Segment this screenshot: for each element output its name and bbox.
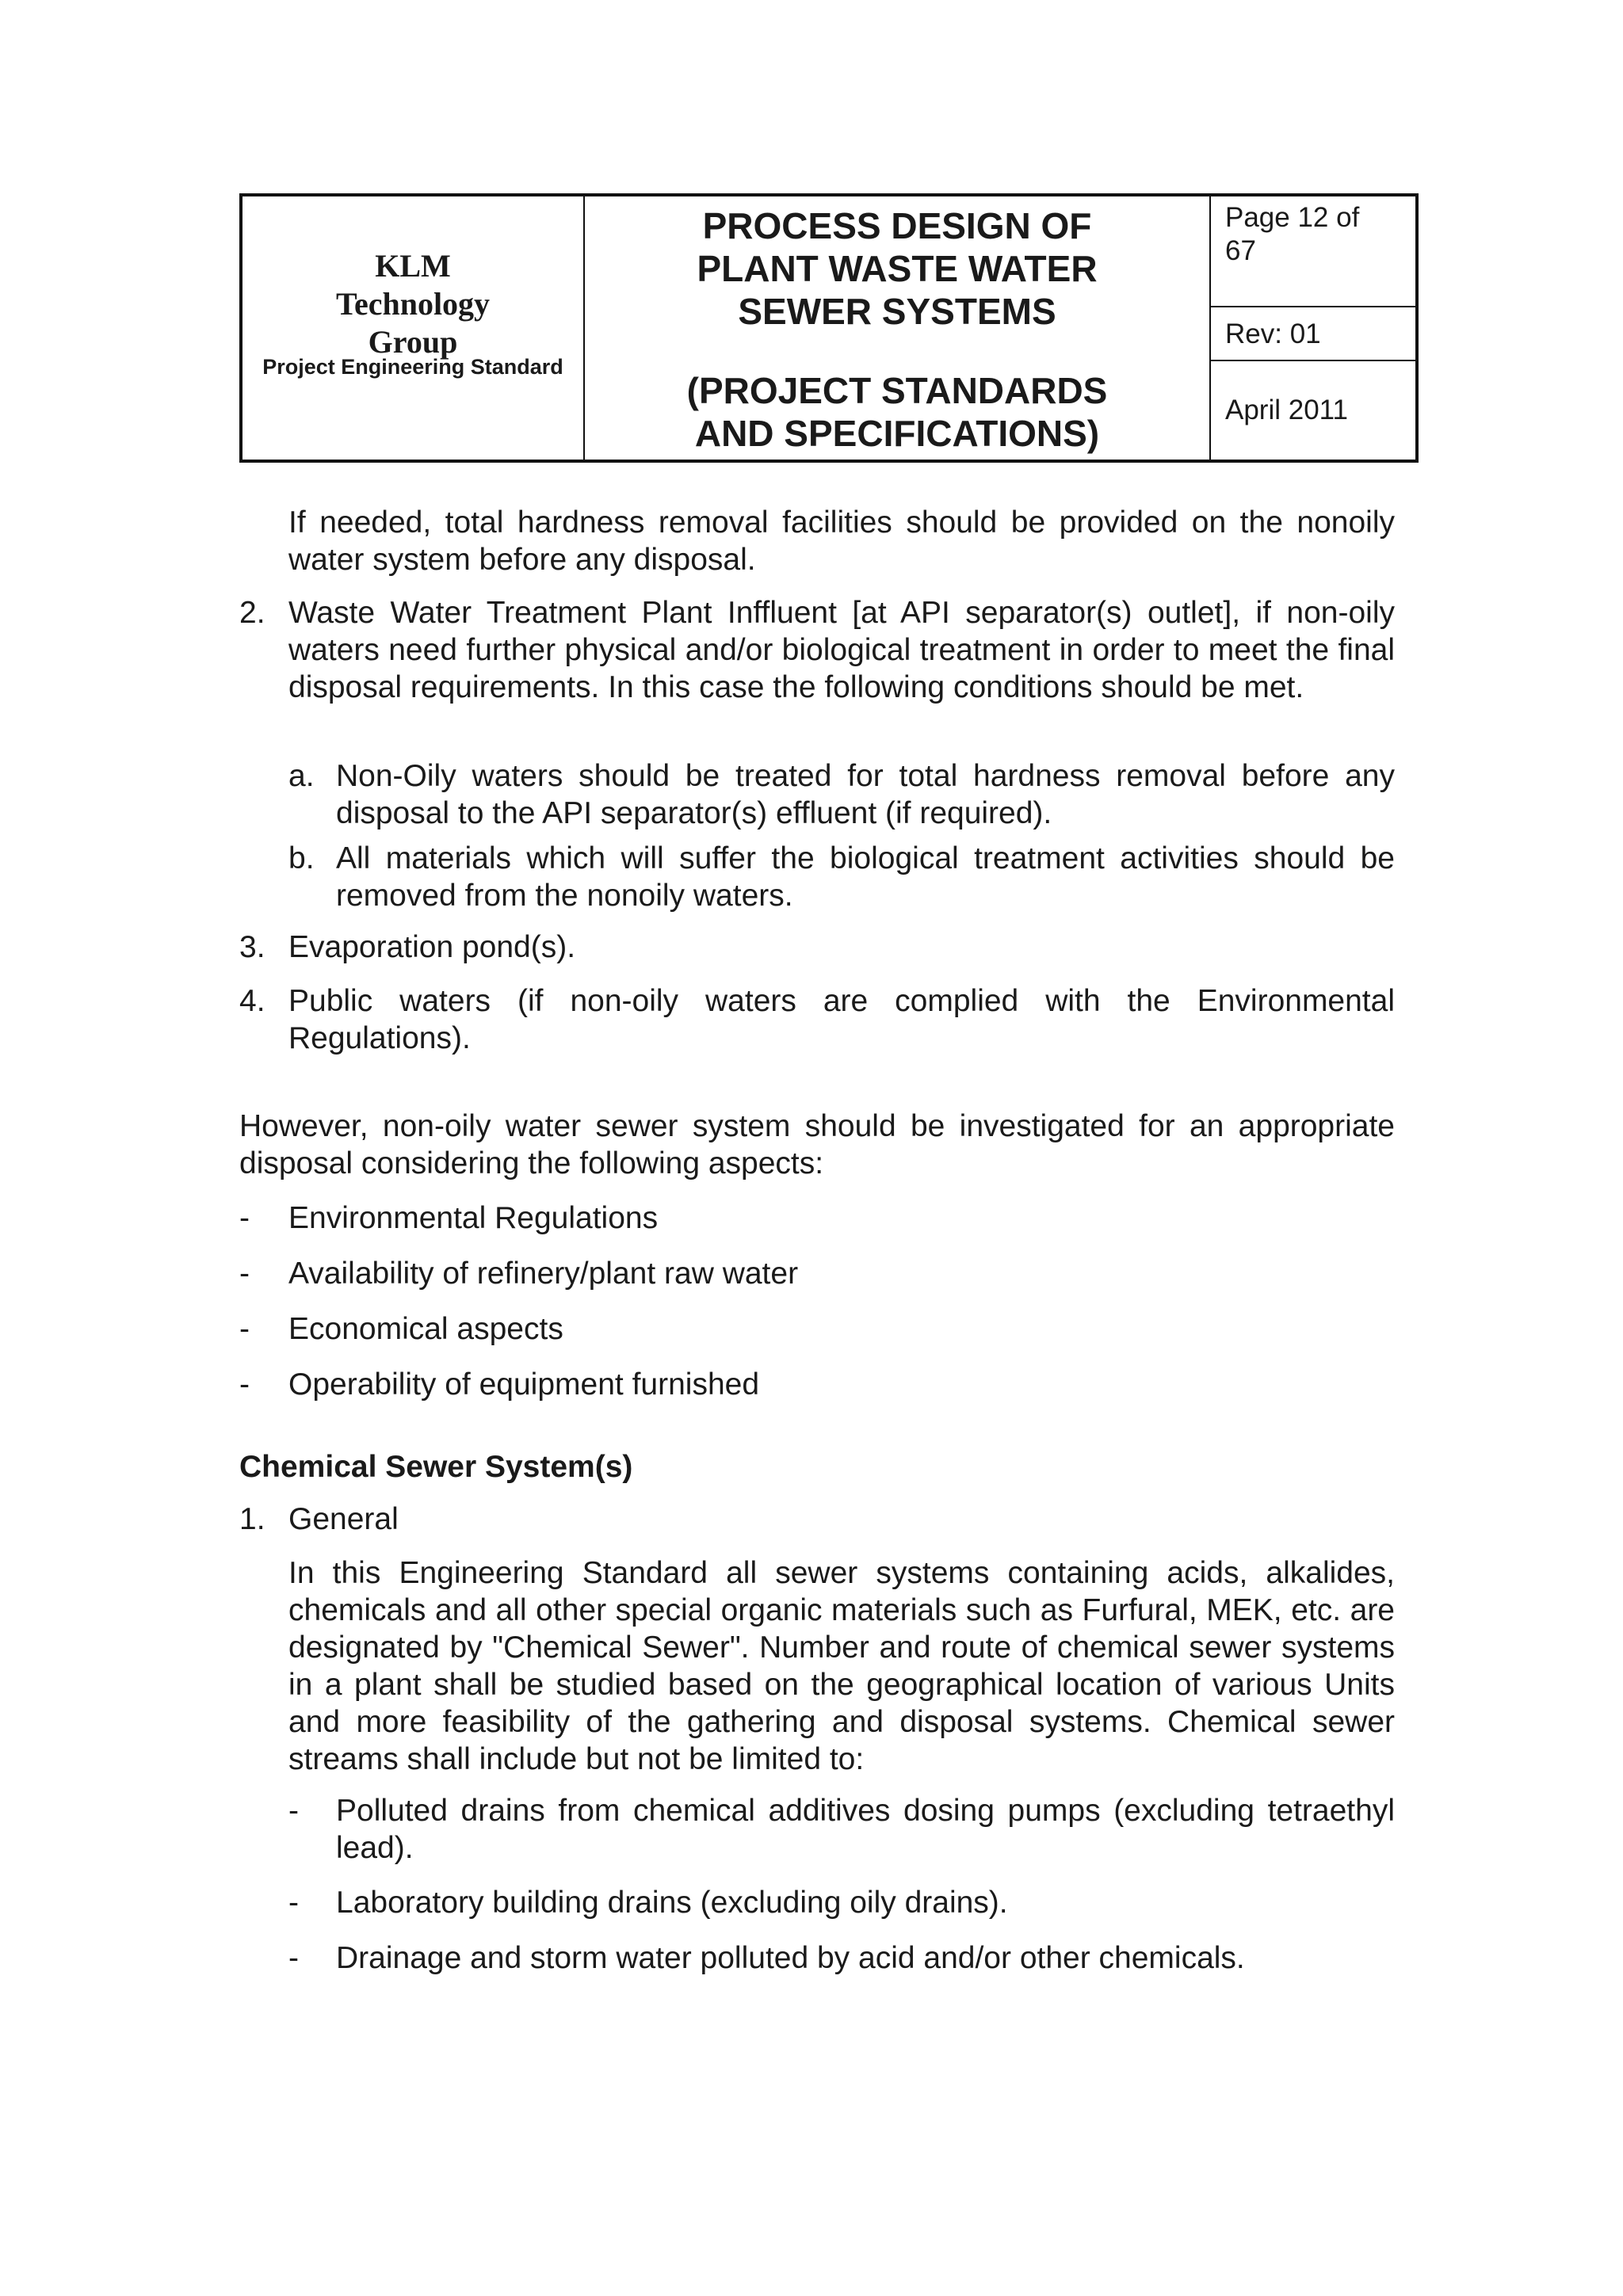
document-header bbox=[239, 193, 1419, 463]
stream-item: Laboratory building drains (excluding oily drains). bbox=[336, 1886, 1008, 1920]
document-title: PROCESS DESIGN OF PLANT WASTE WATER SEWER SYSTEMS bbox=[697, 205, 1098, 332]
sub-list-item: Non-Oily waters should be treated for total hardness removal before any disposal to the API separator(s) effluent (if required). bbox=[336, 759, 1395, 830]
bullet-dash: - bbox=[239, 1367, 250, 1402]
sub-list-letter: b. bbox=[288, 841, 315, 875]
page-number: Page 12 of 67 bbox=[1225, 202, 1360, 266]
stream-item: Polluted drains from chemical additives dosing pumps (excluding tetraethyl lead). bbox=[336, 1794, 1395, 1865]
list-item: Public waters (if non-oily waters are complied with the Environmental Regulations). bbox=[288, 984, 1395, 1055]
section-heading: Chemical Sewer System(s) bbox=[239, 1450, 633, 1484]
stream-item: Drainage and storm water polluted by acid and/or other chemicals. bbox=[336, 1941, 1245, 1975]
title-cell bbox=[585, 196, 1211, 460]
bullet-dash: - bbox=[239, 1201, 250, 1235]
company-name: KLM Technology Group bbox=[335, 248, 491, 360]
bullet-dash: - bbox=[288, 1886, 299, 1920]
list-number: 4. bbox=[239, 984, 265, 1018]
however-paragraph: However, non-oily water sewer system should be investigated for an appropriate disposal considering the following aspects: bbox=[239, 1109, 1395, 1180]
intro-paragraph: If needed, total hardness removal facilities should be provided on the nonoily water system before any disposal. bbox=[288, 505, 1395, 577]
bullet-dash: - bbox=[239, 1257, 250, 1291]
aspect-item: Economical aspects bbox=[288, 1312, 563, 1346]
list-number: 2. bbox=[239, 596, 265, 630]
list-number: 1. bbox=[239, 1502, 265, 1536]
aspect-item: Availability of refinery/plant raw water bbox=[288, 1257, 799, 1291]
bullet-dash: - bbox=[288, 1794, 299, 1828]
aspect-item: Operability of equipment furnished bbox=[288, 1367, 760, 1402]
bullet-dash: - bbox=[288, 1941, 299, 1975]
company-subtitle: Project Engineering Standard bbox=[262, 355, 563, 379]
list-item: Evaporation pond(s). bbox=[288, 930, 576, 964]
sub-list-letter: a. bbox=[288, 759, 315, 793]
sub-list-item: All materials which will suffer the biological treatment activities should be removed from the nonoily waters. bbox=[336, 841, 1395, 913]
aspect-item: Environmental Regulations bbox=[288, 1201, 659, 1235]
bullet-dash: - bbox=[239, 1312, 250, 1346]
general-paragraph: In this Engineering Standard all sewer systems containing acids, alkalides, chemicals and all other special organic materials such as Furfural, MEK, etc. are designated by "Chemical Sewer". Number and route of chemical sewer systems in a plant shall be studied based on the geographical location of various Units and more feasibility of the gathering and disposal systems. Chemical sewer streams shall include but not be limited to: bbox=[288, 1556, 1395, 1776]
list-number: 3. bbox=[239, 930, 265, 964]
company-cell bbox=[242, 196, 585, 460]
subsection-label: General bbox=[288, 1502, 399, 1536]
revision-date: April 2011 bbox=[1225, 395, 1349, 425]
meta-cell bbox=[1211, 196, 1415, 460]
list-item: Waste Water Treatment Plant Inffluent [at API separator(s) outlet], if non-oily waters need further physical and/or biological treatment in order to meet the final disposal requirements. In this case the following conditions should be met. bbox=[288, 596, 1395, 704]
page-number-cell bbox=[1211, 196, 1415, 307]
document-subtitle: (PROJECT STANDARDS AND SPECIFICATIONS) bbox=[686, 370, 1108, 454]
revision: Rev: 01 bbox=[1211, 307, 1415, 361]
